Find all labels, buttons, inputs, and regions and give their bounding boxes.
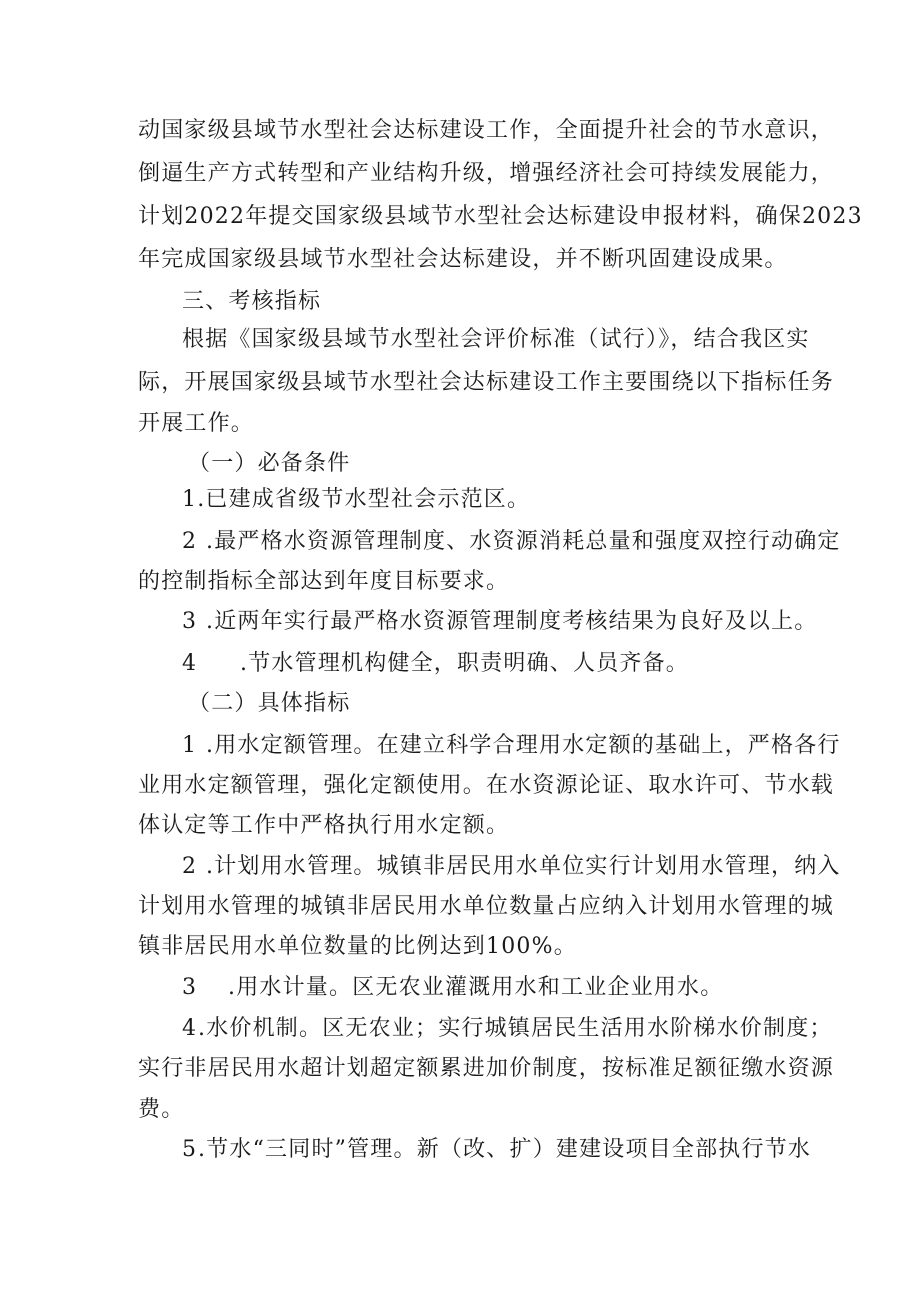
list-item-text: .水价机制。区无农业；实行城镇居民生活用水阶梯水价制度； [198, 1016, 833, 1041]
body-text-line: 际，开展国家级县域节水型社会达标建设工作主要围绕以下指标任务 [138, 370, 835, 395]
list-item-number: 2 [182, 529, 198, 554]
body-text-line: 年完成国家级县域节水型社会达标建设，并不断巩固建设成果。 [138, 247, 788, 272]
body-text-line: 业用水定额管理，强化定额使用。在水资源论证、取水许可、节水载 [138, 773, 835, 798]
list-item-text: .最严格水资源管理制度、水资源消耗总量和强度双控行动确定 [206, 529, 841, 554]
list-item-number: 1 [182, 733, 198, 758]
body-text-line: 动国家级县域节水型社会达标建设工作，全面提升社会的节水意识， [138, 118, 835, 143]
list-item-number: 3 [182, 975, 198, 1000]
list-item-text: .节水管理机构健全，职责明确、人员齐备。 [240, 651, 689, 676]
list-item-number: 5 [182, 1137, 198, 1162]
list-item-number: 4 [182, 651, 198, 676]
body-text-line: 镇非居民用水单位数量的比例达到100%。 [138, 934, 577, 959]
list-item-number: 4 [182, 1016, 198, 1041]
subsection-heading: （二）具体指标 [188, 691, 351, 716]
body-text-line: 开展工作。 [138, 411, 255, 436]
list-item-number: 3 [182, 609, 198, 634]
body-text-line: 费。 [138, 1097, 185, 1122]
body-text-line: 实行非居民用水超计划超定额累进加价制度，按标准足额征缴水资源 [138, 1056, 835, 1081]
subsection-heading: （一）必备条件 [188, 451, 351, 476]
body-text-line: 倒逼生产方式转型和产业结构升级，增强经济社会可持续发展能力， [138, 161, 835, 186]
body-text-line: 计划用水管理的城镇非居民用水单位数量占应纳入计划用水管理的城 [138, 894, 835, 919]
list-item-text: .用水定额管理。在建立科学合理用水定额的基础上，严格各行 [206, 733, 841, 758]
body-text-line: 的控制指标全部达到年度目标要求。 [138, 569, 510, 594]
list-item-text: .计划用水管理。城镇非居民用水单位实行计划用水管理，纳入 [206, 854, 841, 879]
list-item-number: 2 [182, 854, 198, 879]
body-text-line: 计划2022年提交国家级县域节水型社会达标建设申报材料，确保2023 [138, 204, 863, 229]
list-item-text: .用水计量。区无农业灌溉用水和工业企业用水。 [228, 975, 724, 1000]
section-heading: 三、考核指标 [182, 289, 322, 314]
list-item-text: .近两年实行最严格水资源管理制度考核结果为良好及以上。 [206, 609, 818, 634]
list-item-text: .节水“三同时”管理。新（改、扩）建建设项目全部执行节水 [198, 1137, 812, 1162]
list-item: 1.已建成省级节水型社会示范区。 [182, 487, 531, 512]
body-text-line: 体认定等工作中严格执行用水定额。 [138, 813, 510, 838]
body-text-line: 根据《国家级县域节水型社会评价标准（试行）》，结合我区实 [182, 327, 810, 352]
